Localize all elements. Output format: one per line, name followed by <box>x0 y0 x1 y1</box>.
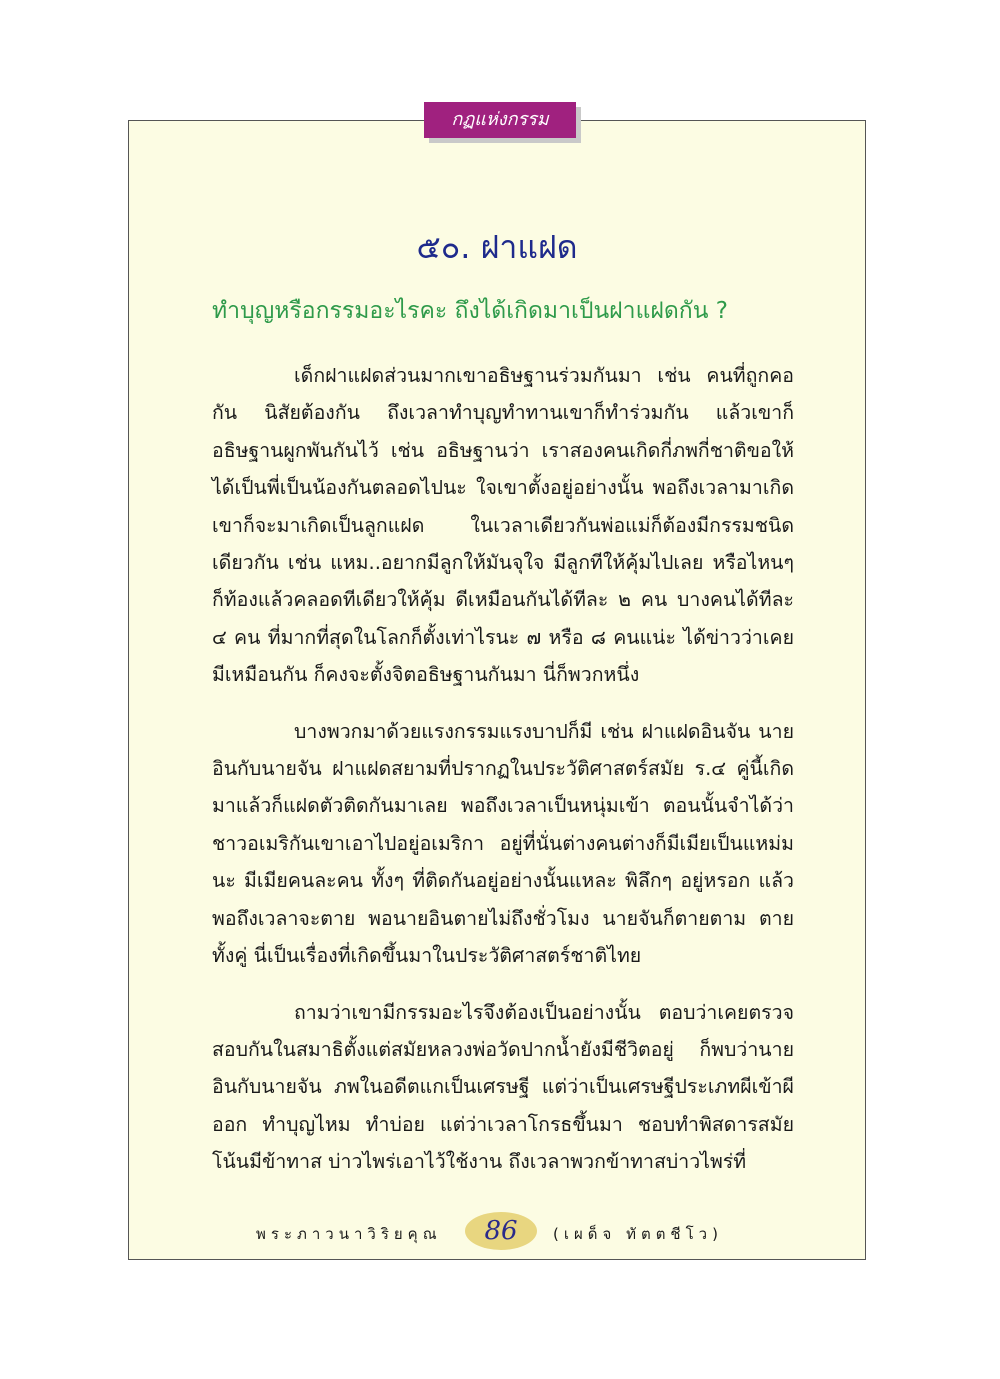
paragraph-2: บางพวกมาด้วยแรงกรรมแรงบาปก็มี เช่น ฝาแฝดอินจัน นายอินกับนายจัน ฝาแฝดสยามที่ปรากฏในประวัติศาสตร์สมัย ร.๔ คู่นี้เกิดมาแล้วก็แฝดตัวติดกันมาเลย พอถึงเวลาเป็นหนุ่มเข้า ตอนนั้นจำได้ว่าชาวอเมริกันเขาเอาไปอยู่อเมริกา อยู่ที่นั่นต่างคนต่างก็มีเมียเป็นแหม่มนะ มีเมียคนละคน ทั้งๆ ที่ติดกันอยู่อย่างนั้นแหละ พิลึกๆ อยู่หรอก แล้วพอถึงเวลาจะตาย พอนายอินตายไม่ถึงชั่วโมง นายจันก็ตายตาม ตายทั้งคู่ นี่เป็นเรื่องที่เกิดขึ้นมาในประวัติศาสตร์ชาติไทย <box>212 719 794 968</box>
body-text <box>212 357 794 1181</box>
paragraph-3: ถามว่าเขามีกรรมอะไรจึงต้องเป็นอย่างนั้น ตอบว่าเคยตรวจสอบกันในสมาธิตั้งแต่สมัยหลวงพ่อวัดปากน้ำยังมีชีวิตอยู่ ก็พบว่านายอินกับนายจัน ภพในอดีตแกเป็นเศรษฐี แต่ว่าเป็นเศรษฐีประเภทผีเข้าผีออก ทำบุญไหม ทำบ่อย แต่ว่าเวลาโกรธขึ้นมา ชอบทำพิสดารสมัยโน้นมีข้าทาส บ่าวไพร่เอาไว้ใช้งาน ถึงเวลาพวกข้าทาสบ่าวไพร่ที่ <box>212 1000 794 1174</box>
chapter-question: ทำบุญหรือกรรมอะไรคะ ถึงได้เกิดมาเป็นฝาแฝดกัน ? <box>212 298 728 324</box>
footer-author: พระภาวนาวิริยคุณ <box>256 1225 442 1243</box>
section-header-tab: กฏแห่งกรรม <box>424 102 576 138</box>
footer-author-name: (เผด็จ ทัตตชีโว) <box>553 1225 723 1243</box>
chapter-title: ๕๐. ฝาแฝด <box>416 228 578 266</box>
page-footer <box>128 1212 866 1252</box>
paragraph-1: เด็กฝาแฝดส่วนมากเขาอธิษฐานร่วมกันมา เช่น คนที่ถูกคอกัน นิสัยต้องกัน ถึงเวลาทำบุญทำทานเขาก็ทำร่วมกัน แล้วเขาก็อธิษฐานผูกพันกันไว้ เช่น อธิษฐานว่า เราสองคนเกิดกี่ภพกี่ชาติขอให้ได้เป็นพี่เป็นน้องกันตลอดไปนะ ใจเขาตั้งอยู่อย่างนั้น พอถึงเวลามาเกิด เขาก็จะมาเกิดเป็นลูกแฝด ในเวลาเดียวกันพ่อแม่ก็ต้องมีกรรมชนิดเดียวกัน เช่น แหม..อยากมีลูกให้มันจุใจ มีลูกทีให้คุ้มไปเลย หรือไหนๆ ก็ท้องแล้วคลอดทีเดียวให้คุ้ม ดีเหมือนกันได้ทีละ ๒ คน บางคนได้ทีละ ๔ คน ที่มากที่สุดในโลกก็ตั้งเท่าไรนะ ๗ หรือ ๘ คนแน่ะ ได้ข่าวว่าเคยมีเหมือนกัน ก็คงจะตั้งจิตอธิษฐานกันมา นี่ก็พวกหนึ่ง <box>212 364 794 687</box>
page-number-badge: 86 <box>465 1212 537 1250</box>
